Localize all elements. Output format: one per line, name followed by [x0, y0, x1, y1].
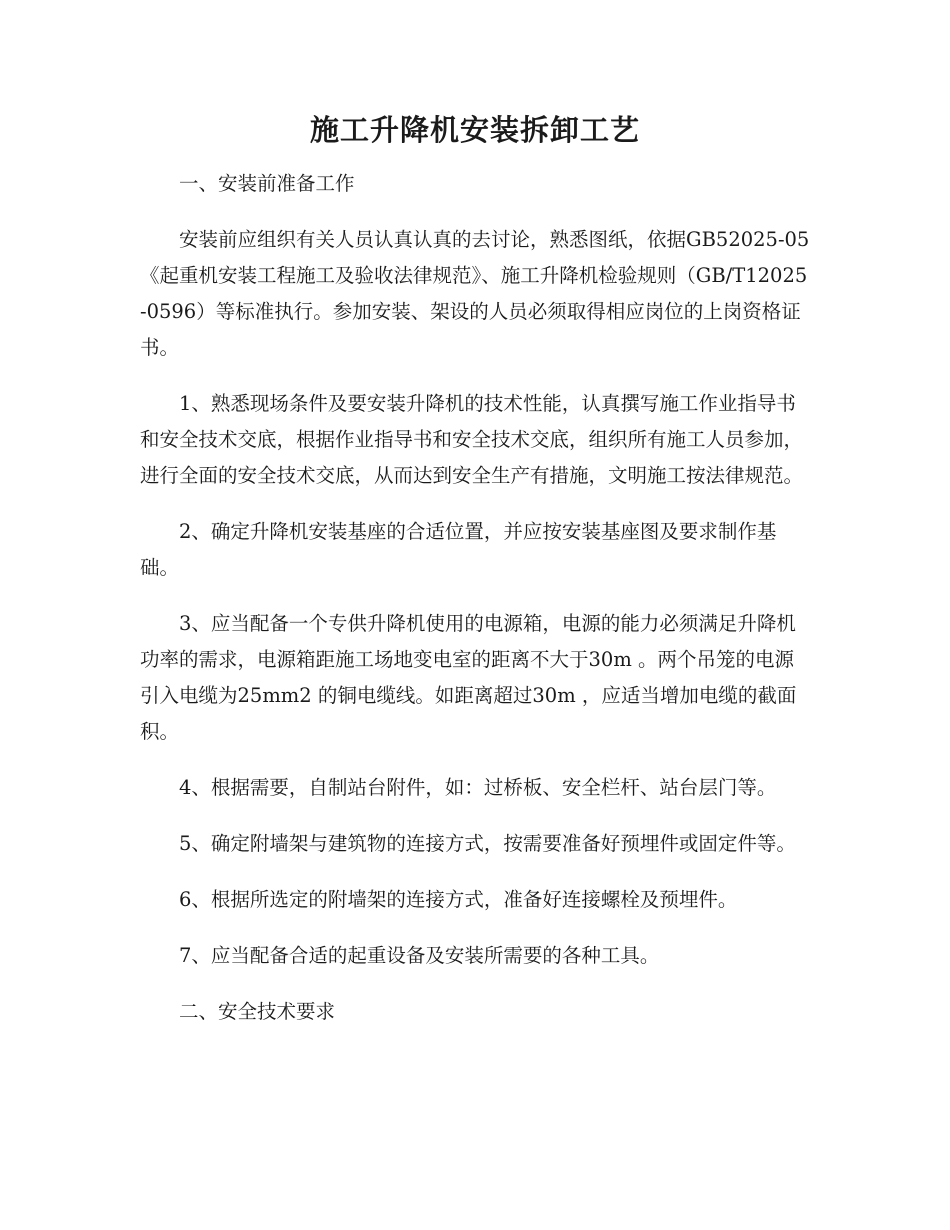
- paragraph: 3、应当配备一个专供升降机使用的电源箱，电源的能力必须满足升降机功率的需求，电源箱距施工场地变电室的距离不大于30m 。两个吊笼的电源引入电缆为25mm2 的铜电缆线。如距离超过30m ，应适当增加电缆的截面积。: [140, 612, 797, 743]
- paragraph: 4、根据需要，自制站台附件，如：过桥板、安全栏杆、站台层门等。: [179, 776, 777, 799]
- document-body: [140, 166, 810, 1050]
- section-heading: 二、安全技术要求: [179, 1000, 336, 1023]
- paragraph: 5、确定附墙架与建筑物的连接方式，按需要准备好预埋件或固定件等。: [179, 832, 796, 855]
- paragraph: 7、应当配备合适的起重设备及安装所需要的各种工具。: [179, 944, 660, 967]
- document-title: 施工升降机安装拆卸工艺: [309, 113, 640, 147]
- paragraph: 6、根据所选定的附墙架的连接方式，准备好连接螺栓及预埋件。: [179, 888, 738, 911]
- paragraph: 安装前应组织有关人员认真认真的去讨论，熟悉图纸，依据GB52025-05《起重机安装工程施工及验收法律规范》、施工升降机检验规则（GB/T12025-0596）等标准执行。参加安装、架设的人员必须取得相应岗位的上岗资格证书。: [140, 228, 810, 359]
- paragraph: 2、确定升降机安装基座的合适位置，并应按安装基座图及要求制作基础。: [140, 520, 777, 579]
- section-heading: 一、安装前准备工作: [179, 172, 355, 195]
- paragraph: 1、熟悉现场条件及要安装升降机的技术性能，认真撰写施工作业指导书和安全技术交底，根据作业指导书和安全技术交底，组织所有施工人员参加，进行全面的安全技术交底，从而达到安全生产有措施，文明施工按法律规范。: [140, 392, 804, 487]
